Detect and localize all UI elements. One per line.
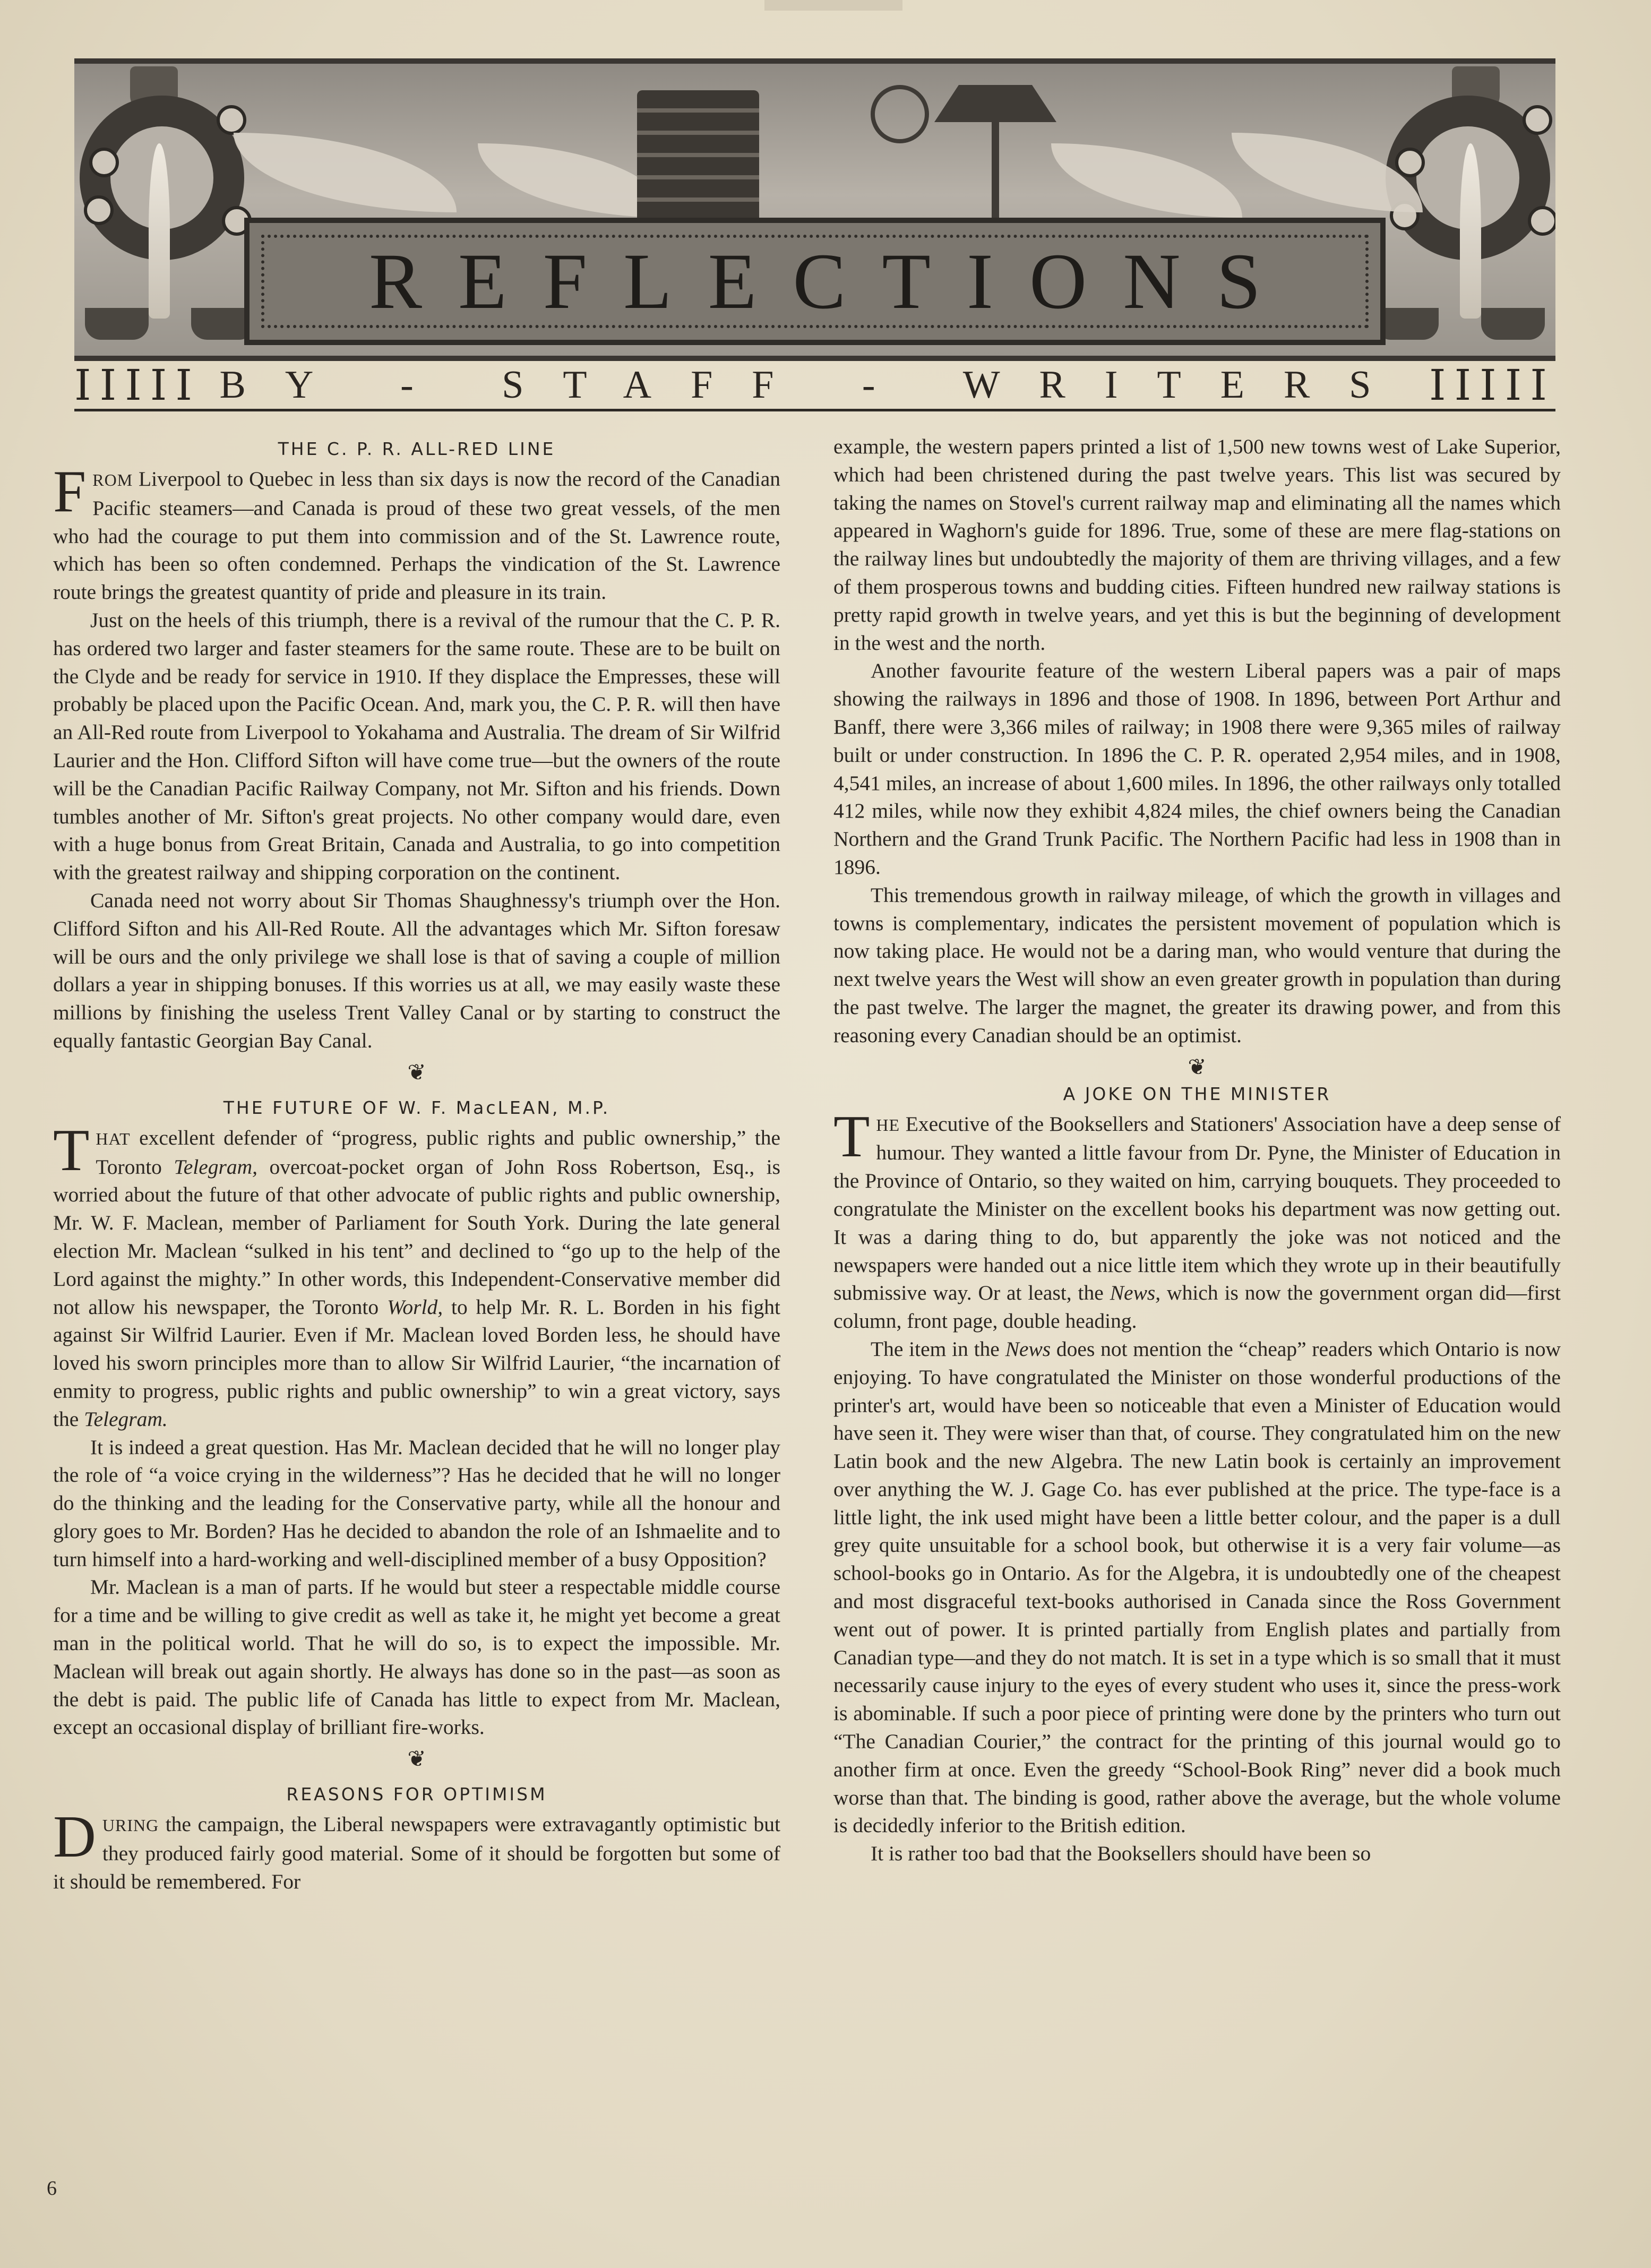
drop-cap: D (53, 1804, 96, 1870)
article-paragraph: The item in the News does not mention the “cheap” readers which Ontario is now enjoying. To have congratulated the Minister on those wonderful productions of the printer's art, would have been so noticeable that even a Minister of Education would have seen it. They were wiser than that, of course. They congratulated him on the new Latin book and the new Algebra. The new Latin book is certainly an improvement over anything the W. J. Gage Co. has ever published at the price. The type-face is a little light, the ink used might have been a little better colour, and the paper is a dull grey quite unsuitable for a school book, but otherwise it is a very fair volume—as school-books go in Ontario. As for the Algebra, it is undoubtedly one of the cheapest and most disgraceful text-books authorised in Canada since the Ross Government went out of power. It is printed partially from English plates and partially from Canadian type—and they do not match. It is set in a type which is so small that it must necessarily cause injury to the eyes of every student who uses it, since the press-work is abominable. If such a poor piece of printing were done by the printers who turn out “The Canadian Courier,” the contract for the printing of this journal would go to another firm at once. Even the greedy “School-Book Ring” never did a book much worse than that. The binding is good, rather above the average, but the whole volume is decidedly inferior to the British edition. (833, 1337, 1561, 1837)
pedestal-icon (85, 308, 149, 340)
drop-cap: T (53, 1117, 90, 1183)
article-paragraph: THE Executive of the Booksellers and Stationers' Association have a deep sense of humour. They wanted a little favour from Dr. Pyne, the Minister of Education in the Province of Ontario, so they waited on him, carrying bouquets. They proceeded to congratulate the Minister on the excellent books his department was now getting out. It was a daring thing to do, but apparently the joke was not noticed and the newspapers were handed out a nice little item which they wrote up in their beautifully submissive way. Or at least, the News, which is now the government organ did—first column, front page, double heading. (833, 1103, 1561, 1333)
tick-ornament: IIIII (1429, 360, 1555, 410)
article-paragraph: FROM Liverpool to Quebec in less than six days is now the record of the Canadian Pacific steamers—and Canada is proud of these two great vessels, of the men who had the courage to put them into commission and of the St. Lawrence route, which has been so often condemned. Perhaps the vindication of the St. Lawrence route brings the greatest quantity of pride and pleasure in its train. (53, 459, 780, 604)
drop-cap: T (833, 1103, 870, 1170)
byline-row (74, 361, 1555, 411)
article-heading: REASONS FOR OPTIMISM (286, 1784, 547, 1805)
lamp-post (992, 117, 999, 228)
fleuron-ornament: ❦ (407, 1746, 426, 1772)
scan-mark (764, 0, 902, 11)
article-paragraph: DURING the campaign, the Liberal newspapers were extravagantly optimistic but they produced fairly good material. Some of it should be forgotten but some of it should be remembered. For (53, 1804, 780, 1893)
fleuron-ornament: ❦ (407, 1059, 426, 1085)
article-heading: THE C. P. R. ALL-RED LINE (278, 439, 556, 459)
article-paragraph: It is rather too bad that the Booksellers should have been so (871, 1842, 1371, 1866)
article-heading: A JOKE ON THE MINISTER (1063, 1083, 1331, 1104)
article-paragraph: It is indeed a great question. Has Mr. Maclean decided that he will no longer play the role of “a voice crying in the wilderness”? Has he decided that he will no longer do the thinking and the leading for the Conservative party, while all the honour and glory goes to Mr. Borden? Has he decided to abandon the role of an Ishmaelite and to turn himself into a hard-working and well-disciplined member of a busy Opposition? (53, 1435, 780, 1571)
article-heading: THE FUTURE OF W. F. MacLEAN, M.P. (223, 1097, 610, 1118)
article-paragraph: example, the western papers printed a list of 1,500 new towns west of Lake Superior, which had been christened during the past twelve years. This list was secured by taking the names on Stovel's current railway map and eliminating all the names which appeared in Waghorn's guide for 1896. True, some of these are mere flag-stations on the railway lines but undoubtedly the majority of them are thriving villages, and a few of them prosperous towns and budding cities. Fifteen hundred new railway stations is pretty rapid growth in twelve years, and yet this is but the beginning of development in the west and the north. (833, 435, 1561, 655)
article-paragraph: Mr. Maclean is a man of parts. If he would but steer a respectable middle course for a time and be willing to give credit as well as take it, he might yet become a great man in the political world. That he will do so, is to expect the impossible. Mr. Maclean will break out again shortly. He always has done so in the past—as soon as the debt is paid. The public life of Canada has little to expect from Mr. Maclean, except an occasional display of brilliant fire-works. (53, 1575, 780, 1739)
books-icon (637, 90, 759, 223)
byline: BY - STAFF - WRITERS (219, 363, 1411, 407)
drop-cap: F (53, 459, 87, 525)
article-paragraph: Another favourite feature of the western Liberal papers was a pair of maps showing the railways in 1896 and those of 1908. In 1896, between Port Arthur and Banff, there were 3,366 miles of railway; in 1908 there were 9,365 miles of railway built or under construction. In 1896 the C. P. R. operated 2,954 miles, and in 1908, 4,541 miles, an increase of about 1,600 miles. In 1896, the other railways only totalled 412 miles, while now they exhibit 4,824 miles, the chief owners being the Canadian Northern and the Grand Trunk Pacific. The Northern Pacific had less in 1908 than in 1896. (833, 659, 1561, 879)
article-paragraph: THAT excellent defender of “progress, public rights and public ownership,” the Toronto Telegram, overcoat-pocket organ of John Ross Robertson, Esq., is worried about the future of that other advocate of public rights and public ownership, Mr. W. F. Maclean, member of Parliament for South York. During the late general election Mr. Maclean “sulked in his tent” and declined to “go up to the help of the Lord against the mighty.” In other words, this Independent-Conservative member did not allow his newspaper, the Toronto World, to help Mr. R. L. Borden in his fight against Sir Wilfrid Laurier. Even if Mr. Maclean loved Borden less, he should have loved his sworn principles more than to allow Sir Wilfrid Laurier, “the incarnation of enmity to progress, public rights and public ownership” to win a great victory, says the Telegram. (53, 1117, 781, 1431)
fleuron-ornament: ❦ (1188, 1053, 1207, 1080)
header-banner (74, 58, 1555, 361)
feather-icon (149, 143, 170, 319)
tick-ornament: IIIII (74, 360, 201, 410)
title-plaque (244, 218, 1386, 345)
article-paragraph: Just on the heels of this triumph, there is a revival of the rumour that the C. P. R. has ordered two larger and faster steamers for the same route. These are to be built on the Clyde and be ready for service in 1910. If they displace the Empresses, these will probably be placed upon the Pacific Ocean. And, mark you, the C. P. R. will then have an All-Red route from Liverpool to Yokahama and Australia. The dream of Sir Wilfrid Laurier and the Hon. Clifford Sifton will have come true—but the owners of the route will be the Canadian Pacific Railway Company, not Mr. Sifton and his friends. Down tumbles another of Mr. Sifton's great projects. No other company would dare, even with a huge bonus from Great Britain, Canada and Australia, to go into competition with the greatest railway and shipping corporation on the continent. (53, 608, 780, 884)
page-title: REFLECTIONS (368, 237, 1297, 325)
page-number: 6 (47, 2177, 57, 2200)
feather-icon (1460, 143, 1481, 319)
right-column (833, 433, 1561, 1868)
maple-emblem-icon (871, 85, 929, 143)
left-column (53, 425, 780, 1896)
pedestal-icon (1481, 308, 1545, 340)
article-paragraph: This tremendous growth in railway mileage, of which the growth in villages and towns is complementary, indicates the persistent movement of population which is now taking place. He would not be a daring man, who would venture that during the next twelve years the West will show an even greater growth in population than during the past twelve. The larger the magnet, the greater its drawing power, and from this reasoning every Canadian should be an optimist. (833, 883, 1561, 1047)
article-paragraph: Canada need not worry about Sir Thomas Shaughnessy's triumph over the Hon. Clifford Sifton and his All-Red Route. All the advantages which Mr. Sifton foresaw will be ours and the only privilege we shall lose is that of saving a couple of million dollars a year in shipping bonuses. If this worries us at all, we may easily waste these millions by finishing the useless Trent Valley Canal or by starting to construct the equally fantastic Georgian Bay Canal. (53, 888, 780, 1052)
